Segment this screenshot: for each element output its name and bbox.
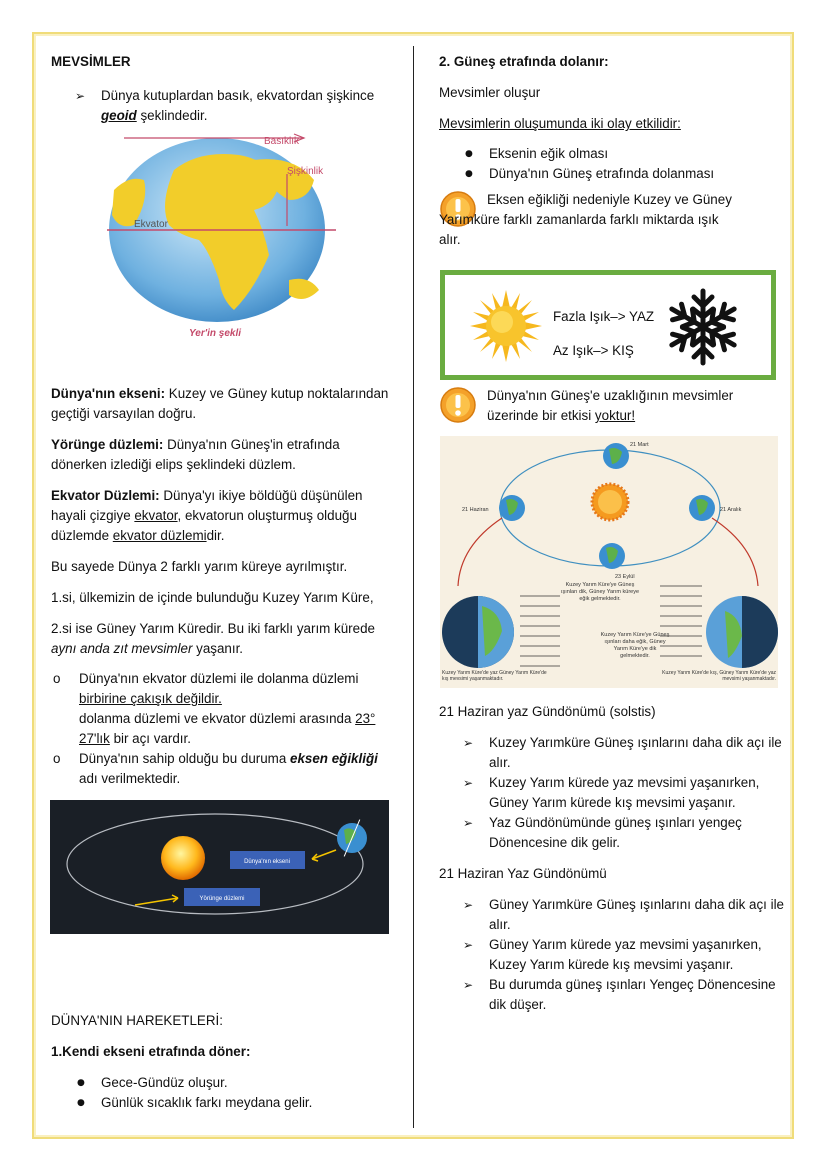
factors-list (439, 144, 784, 184)
caption-left: Kuzey Yarım Küre'de yaz Güney Yarım Küre'de kış mevsimi yaşanmaktadır. (442, 670, 547, 682)
siskinlik-label: Şişkinlik (287, 166, 324, 177)
snowflake-icon (663, 287, 743, 367)
left-column (51, 48, 396, 126)
text: 2.si ise Güney Yarım Küredir. Bu iki farklı yarım kürede (51, 621, 375, 636)
earth-december (689, 495, 715, 521)
eksen-definition (51, 384, 396, 424)
text: 23° 27'lık (79, 711, 376, 746)
text: Eksen eğikliği nedeniyle Kuzey ve Güney Yarımküre farklı zamanlarda farklı miktarda ışık alır. (439, 192, 732, 247)
sun-icon (470, 290, 542, 362)
paragraph (51, 619, 396, 659)
text: yoktur! (594, 408, 636, 423)
earth-caption: Yer'in şekli (189, 328, 242, 339)
text: eksen eğikliği (290, 751, 378, 766)
light-season-box (440, 270, 776, 380)
text: Dünya'nın ekvator düzlemi ile dolanma düzlemi (79, 671, 359, 686)
geoid-list (51, 86, 396, 126)
second-solstice-title: 21 Haziran Yaz Gündönümü (439, 866, 607, 881)
text: birbirine çakışık değildir. (79, 691, 222, 706)
list-item: ● Günlük sıcaklık farkı meydana gelir. (51, 1093, 396, 1113)
earth-march (603, 443, 629, 469)
text: Dünya'yı ikiye böldüğü düşünülen hayali çizgiye (51, 488, 363, 523)
ekvator-label: Ekvator (134, 219, 168, 230)
list-item: ➢ Güney Yarımküre Güneş ışınlarını daha dik açı ile alır. (439, 895, 784, 935)
island-landmass (289, 279, 319, 299)
text: Dünya'nın Güneş'e uzaklığının mevsimler üzerinde bir etkisi (487, 388, 734, 423)
term: Yörünge düzlemi: (51, 437, 164, 452)
right-column-solstice (439, 702, 784, 1015)
orbit-diagram-image (50, 800, 389, 934)
label-21-mart: 21 Mart (630, 442, 649, 448)
label-21-haziran: 21 Haziran (462, 507, 489, 513)
list-item (51, 669, 396, 749)
rotation-title: 1.Kendi ekseni etrafında döner: (51, 1044, 251, 1059)
geoid-term: geoid (101, 108, 137, 123)
list-item: ➢ Güney Yarım kürede yaz mevsimi yaşanırken, Kuzey Yarım kürede kış mevsimi yaşanır. (439, 935, 784, 975)
left-column-movements (51, 1011, 396, 1113)
paragraph: 1.si, ülkemizin de içinde bulunduğu Kuzey Yarım Küre, (51, 590, 374, 605)
text: yaşanır. (192, 641, 244, 656)
rotation-list (51, 1073, 396, 1113)
label-23-eylul: 23 Eylül (615, 574, 635, 580)
text: aynı anda zıt mevsimler (51, 641, 193, 656)
earth-june (499, 495, 525, 521)
list-item (51, 86, 396, 126)
second-solstice-list (439, 895, 784, 1015)
section-title-mevsimler: MEVSİMLER (51, 54, 131, 69)
list-item: ● Eksenin eğik olması (439, 144, 784, 164)
right-column (439, 48, 784, 250)
right-column-warning2 (439, 386, 784, 426)
list-item (51, 749, 396, 789)
text: Dünya kutuplardan basık, ekvatordan şişkince (101, 88, 375, 103)
text: dir. (206, 528, 225, 543)
caption-right: Kuzey Yarım Küre'de kış, Güney Yarım Küre'de yaz mevsimi yaşanmaktadır. (662, 670, 776, 682)
movements-title: DÜNYA'NIN HAREKETLERİ: (51, 1013, 223, 1028)
text: , ekvatorun oluşturmuş olduğu düzlemde (51, 508, 357, 543)
warning-note-distance (439, 386, 784, 426)
list-item: ➢ Yaz Gündönümünde güneş ışınları yengeç Dönencesine dik gelir. (439, 813, 784, 853)
text: bir açı vardır. (109, 731, 191, 746)
left-column-definitions (51, 384, 396, 789)
warning-icon (439, 386, 477, 424)
list-item: ➢ Kuzey Yarım kürede yaz mevsimi yaşanırken, Güney Yarım kürede kış mevsimi yaşanır. (439, 773, 784, 813)
list-item: ● Dünya'nın Güneş etrafında dolanması (439, 164, 784, 184)
term: Ekvator Düzlemi: (51, 488, 160, 503)
orbit-label: Yörünge düzlemi (199, 896, 245, 902)
yorunge-definition (51, 435, 396, 475)
seasons-diagram-image (440, 436, 778, 688)
paragraph: Mevsimler oluşur (439, 85, 541, 100)
text: Dünya'nın sahip olduğu bu duruma (79, 751, 291, 766)
note-north-direct: Kuzey Yarım Küre'ye Güneş ışınları dik, Güney Yarım küreye eğik gelmektedir. (560, 582, 640, 602)
text: ekvator düzlemi (112, 528, 207, 543)
text: Kuzey ve Güney kutup noktalarından geçtiği varsayılan doğru. (51, 386, 389, 421)
axis-label: Dünya'nın ekseni (244, 859, 290, 865)
tilt-list (51, 669, 396, 789)
term: Dünya'nın ekseni: (51, 386, 166, 401)
earth-september (599, 543, 625, 569)
list-item: ➢ Bu durumda güneş ışınları Yengeç Dönencesine dik düşer. (439, 975, 784, 1015)
text: şeklindedir. (136, 108, 208, 123)
summer-solstice-list (439, 733, 784, 853)
summer-solstice-title: 21 Haziran yaz Gündönümü (solstis) (439, 704, 656, 719)
basiklik-label: Basıklık (264, 136, 300, 147)
note-south-direct: Kuzey Yarım Küre'ye Güneş ışınları daha eğik, Güney Yarım Küre'ye dik gelmektedir. (600, 632, 670, 659)
ekvator-duzlemi-definition (51, 486, 396, 546)
more-light-summer: Fazla Işık–> YAZ (553, 309, 655, 324)
text: dolanma düzlemi ve ekvator düzlemi arasında (79, 711, 356, 726)
sun-icon (161, 836, 205, 880)
column-divider (413, 46, 414, 1128)
less-light-winter: Az Işık–> KIŞ (553, 343, 634, 358)
paragraph: Mevsimlerin oluşumunda iki olay etkilidir: (439, 116, 681, 131)
paragraph: Bu sayede Dünya 2 farklı yarım küreye ayrılmıştır. (51, 559, 348, 574)
label-21-aralik: 21 Aralık (720, 507, 742, 513)
warning-note-tilt (439, 190, 784, 250)
revolution-title: 2. Güneş etrafında dolanır: (439, 54, 609, 69)
text: adı verilmektedir. (79, 771, 181, 786)
text: Dünya'nın Güneş'in etrafında dönerken izlediği elips şeklindeki düzlem. (51, 437, 340, 472)
list-item: ➢ Kuzey Yarımküre Güneş ışınlarını daha dik açı ile alır. (439, 733, 784, 773)
text: ekvator (134, 508, 178, 523)
list-item: ● Gece-Gündüz oluşur. (51, 1073, 396, 1093)
earth-shape-image (104, 130, 344, 342)
